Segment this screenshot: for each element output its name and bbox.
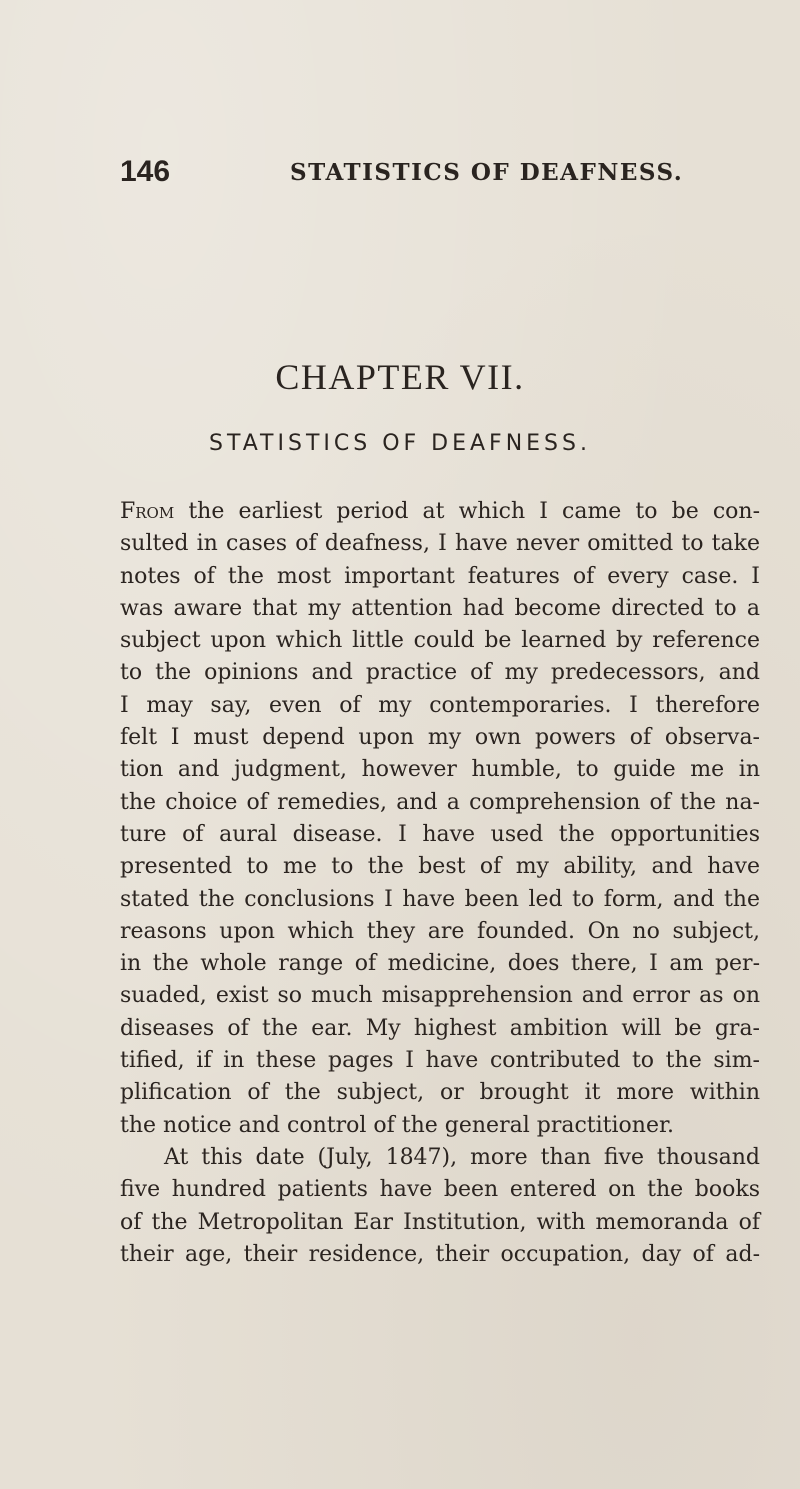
text-line: felt I must depend upon my own powers of observa- (120, 725, 760, 751)
page-number: 146 (120, 155, 171, 188)
text-line: presented to me to the best of my ability, and have (120, 854, 760, 880)
text-line: notes of the most important features of every case. I (120, 563, 760, 589)
text-line: sulted in cases of deafness, I have never omitted to take (120, 531, 760, 557)
text-line: reasons upon which they are founded. On no subject, (120, 918, 760, 944)
chapter-subheading: STATISTICS OF DEAFNESS. (209, 431, 591, 456)
text-line: to the opinions and practice of my predecessors, and (120, 660, 760, 686)
text-line: diseases of the ear. My highest ambition will be gra- (120, 1015, 760, 1041)
running-title: STATISTICS OF DEAFNESS. (290, 159, 684, 186)
text-line: was aware that my attention had become directed to a (120, 595, 760, 621)
text-line: tion and judgment, however humble, to guide me in (120, 757, 760, 783)
text-line-content: the earliest period at which I came to be con- (174, 499, 760, 524)
text-line: of the Metropolitan Ear Institution, with memoranda of (120, 1209, 760, 1235)
text-line: subject upon which little could be learned by reference (120, 628, 760, 654)
chapter-heading: CHAPTER VII. (275, 357, 525, 397)
text-line: the notice and control of the general practitioner. (120, 1112, 675, 1138)
text-line: in the whole range of medicine, does there, I am per- (120, 951, 760, 977)
text-line: ture of aural disease. I have used the opportunities (120, 821, 760, 847)
text-line: the choice of remedies, and a comprehension of the na- (120, 789, 760, 815)
text-line: stated the conclusions I have been led to form, and the (120, 886, 760, 912)
text-line: suaded, exist so much misapprehension and error as on (120, 983, 760, 1009)
text-line: five hundred patients have been entered on the books (120, 1177, 760, 1203)
running-head (120, 152, 760, 192)
text-line: I may say, even of my contemporaries. I therefore (120, 692, 760, 718)
text-line: their age, their residence, their occupation, day of ad- (120, 1241, 760, 1267)
text-line (120, 496, 760, 528)
body-text (120, 496, 760, 1271)
opening-word: From (120, 499, 175, 524)
text-line: At this date (July, 1847), more than five thousand (164, 1144, 760, 1170)
text-line: tified, if in these pages I have contributed to the sim- (120, 1048, 760, 1074)
text-line: plification of the subject, or brought it more within (120, 1080, 760, 1106)
